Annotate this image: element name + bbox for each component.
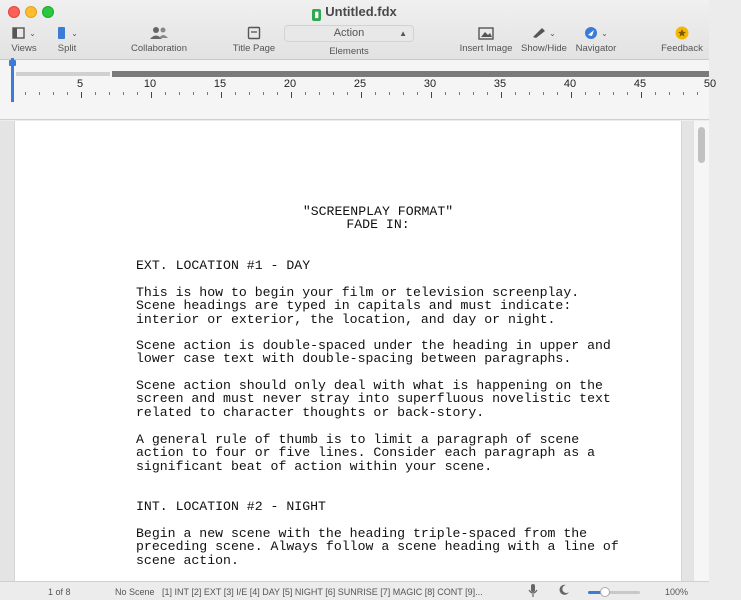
ruler-tick bbox=[333, 92, 334, 95]
ruler-tick bbox=[403, 92, 404, 95]
transition[interactable]: FADE IN: bbox=[346, 217, 410, 232]
ruler-number: 45 bbox=[633, 78, 647, 90]
zoom-level[interactable]: 100% bbox=[665, 587, 689, 597]
scene-indicator[interactable]: No Scene bbox=[115, 587, 155, 597]
document-area bbox=[0, 121, 709, 581]
microphone-icon[interactable] bbox=[528, 584, 538, 599]
ruler-tick bbox=[207, 92, 208, 95]
ruler-tick bbox=[613, 92, 614, 95]
ruler-tick bbox=[473, 92, 474, 95]
action-paragraph[interactable]: A general rule of thumb is to limit a paragraph of scene action to four or five lines. Consider each paragraph as a significant beat of action within your scene. bbox=[136, 432, 595, 474]
script-page[interactable] bbox=[14, 121, 682, 581]
show-hide-button[interactable]: ⌄ Show/Hide bbox=[518, 24, 570, 54]
action-paragraph[interactable]: Scene action is double-spaced under the heading in upper and lower case text with double-spacing between paragraphs. bbox=[136, 338, 611, 367]
people-icon bbox=[127, 24, 191, 42]
ruler-tick bbox=[347, 92, 348, 95]
ruler-tick bbox=[697, 92, 698, 95]
image-icon bbox=[456, 24, 516, 42]
ruler-tick bbox=[515, 92, 516, 95]
ruler-tick bbox=[641, 92, 642, 98]
ruler-tick bbox=[445, 92, 446, 95]
ruler-tick bbox=[39, 92, 40, 95]
ruler-tick bbox=[459, 92, 460, 95]
ruler-tick bbox=[165, 92, 166, 95]
script-title[interactable]: "SCREENPLAY FORMAT" bbox=[302, 204, 454, 219]
ruler-tick bbox=[235, 92, 236, 95]
action-paragraph[interactable]: This is how to begin your film or television screenplay. Scene headings are typed in capitals and must indicate: interior or exterior, the location, and day or night. bbox=[136, 285, 580, 327]
ruler-numbers bbox=[0, 78, 717, 92]
ruler-tick bbox=[627, 92, 628, 95]
ruler-tick bbox=[389, 92, 390, 95]
ruler-tick bbox=[571, 92, 572, 98]
document-icon: ▮ bbox=[312, 9, 321, 21]
ruler-number: 30 bbox=[423, 78, 437, 90]
ruler-tick bbox=[585, 92, 586, 95]
ruler-tick bbox=[683, 92, 684, 95]
ruler-tick bbox=[25, 92, 26, 95]
ruler-tick bbox=[669, 92, 670, 95]
ruler-tick bbox=[67, 92, 68, 95]
ruler-tick bbox=[487, 92, 488, 95]
ruler-ticks bbox=[0, 92, 709, 100]
ruler-tick bbox=[179, 92, 180, 95]
ruler-tick bbox=[543, 92, 544, 95]
ruler-tick bbox=[375, 92, 376, 95]
split-button[interactable]: ⌄ Split bbox=[52, 24, 82, 54]
zoom-slider[interactable] bbox=[588, 591, 640, 594]
chevron-down-icon: ⌄ bbox=[29, 28, 36, 38]
action-paragraph[interactable]: Scene action should only deal with what is happening on the screen and must never stray into superfluous novelistic text related to character thoughts or back-story. bbox=[136, 378, 611, 420]
ruler-number: 15 bbox=[213, 78, 227, 90]
insert-image-button[interactable]: Insert Image bbox=[456, 24, 516, 54]
ruler-tick bbox=[53, 92, 54, 95]
ruler-tick bbox=[123, 92, 124, 95]
scene-heading[interactable]: INT. LOCATION #2 - NIGHT bbox=[136, 499, 326, 514]
scene-heading[interactable]: EXT. LOCATION #1 - DAY bbox=[136, 258, 311, 273]
chevron-down-icon: ⌄ bbox=[71, 28, 78, 38]
ruler-tick bbox=[137, 92, 138, 95]
ruler-tick bbox=[221, 92, 222, 98]
title-page-button[interactable]: Title Page bbox=[230, 24, 278, 54]
ruler-tick bbox=[249, 92, 250, 95]
ruler-tick bbox=[277, 92, 278, 95]
ruler-number: 50 bbox=[703, 78, 717, 90]
ruler-margin-track bbox=[16, 72, 110, 76]
toolbar bbox=[0, 0, 709, 60]
elements-select[interactable]: Action ▲ bbox=[284, 25, 414, 42]
views-icon bbox=[8, 24, 40, 42]
chevron-down-icon: ⌄ bbox=[549, 28, 556, 38]
smart-type-shortcuts[interactable]: [1] INT [2] EXT [3] I/E [4] DAY [5] NIGHT [6] SUNRISE [7] MAGIC [8] CONT [9]... bbox=[162, 587, 483, 597]
ruler-number: 20 bbox=[283, 78, 297, 90]
navigator-button[interactable]: ⌄ Navigator bbox=[572, 24, 620, 54]
ruler-bar bbox=[112, 71, 709, 77]
ruler-number: 25 bbox=[353, 78, 367, 90]
ruler-tick bbox=[81, 92, 82, 98]
vertical-scrollbar[interactable] bbox=[693, 121, 709, 581]
ruler-number: 35 bbox=[493, 78, 507, 90]
title-page-icon bbox=[230, 24, 278, 42]
page-count[interactable]: 1 of 8 bbox=[48, 587, 71, 597]
status-bar bbox=[0, 581, 709, 600]
window-title: ▮ Untitled.fdx bbox=[0, 4, 709, 21]
ruler-tick bbox=[501, 92, 502, 98]
show-hide-icon bbox=[518, 24, 570, 42]
collaboration-button[interactable]: Collaboration bbox=[127, 24, 191, 54]
ruler-tick bbox=[109, 92, 110, 95]
ruler-number: 5 bbox=[76, 78, 84, 90]
indent-marker[interactable] bbox=[11, 58, 14, 102]
ruler-tick bbox=[291, 92, 292, 98]
split-icon bbox=[52, 24, 82, 42]
ruler-number: 40 bbox=[563, 78, 577, 90]
ruler-tick bbox=[361, 92, 362, 98]
zoom-slider-knob[interactable] bbox=[600, 587, 610, 597]
ruler-tick bbox=[263, 92, 264, 95]
ruler-tick bbox=[193, 92, 194, 95]
navigator-icon bbox=[572, 24, 620, 42]
action-paragraph[interactable]: Begin a new scene with the heading triple-spaced from the preceding scene. Always follow a scene heading with a line of scene action. bbox=[136, 526, 619, 568]
ruler-number: 10 bbox=[143, 78, 157, 90]
ruler-tick bbox=[151, 92, 152, 98]
star-icon bbox=[658, 24, 706, 42]
up-down-chevron-icon: ▲ bbox=[399, 29, 407, 38]
ruler-tick bbox=[529, 92, 530, 95]
ruler-tick bbox=[305, 92, 306, 95]
chevron-down-icon: ⌄ bbox=[601, 28, 608, 38]
ruler-tick bbox=[319, 92, 320, 95]
feedback-button[interactable]: Feedback bbox=[658, 24, 706, 54]
ruler-tick bbox=[557, 92, 558, 95]
ruler-tick bbox=[95, 92, 96, 95]
ruler-tick bbox=[655, 92, 656, 95]
ruler[interactable] bbox=[0, 60, 717, 120]
ruler-tick bbox=[431, 92, 432, 98]
elements-label: Elements bbox=[329, 46, 369, 57]
scroll-thumb[interactable] bbox=[698, 127, 705, 163]
ruler-tick bbox=[599, 92, 600, 95]
night-mode-icon[interactable] bbox=[558, 584, 570, 598]
views-button[interactable]: ⌄ Views bbox=[8, 24, 40, 54]
ruler-tick bbox=[417, 92, 418, 95]
